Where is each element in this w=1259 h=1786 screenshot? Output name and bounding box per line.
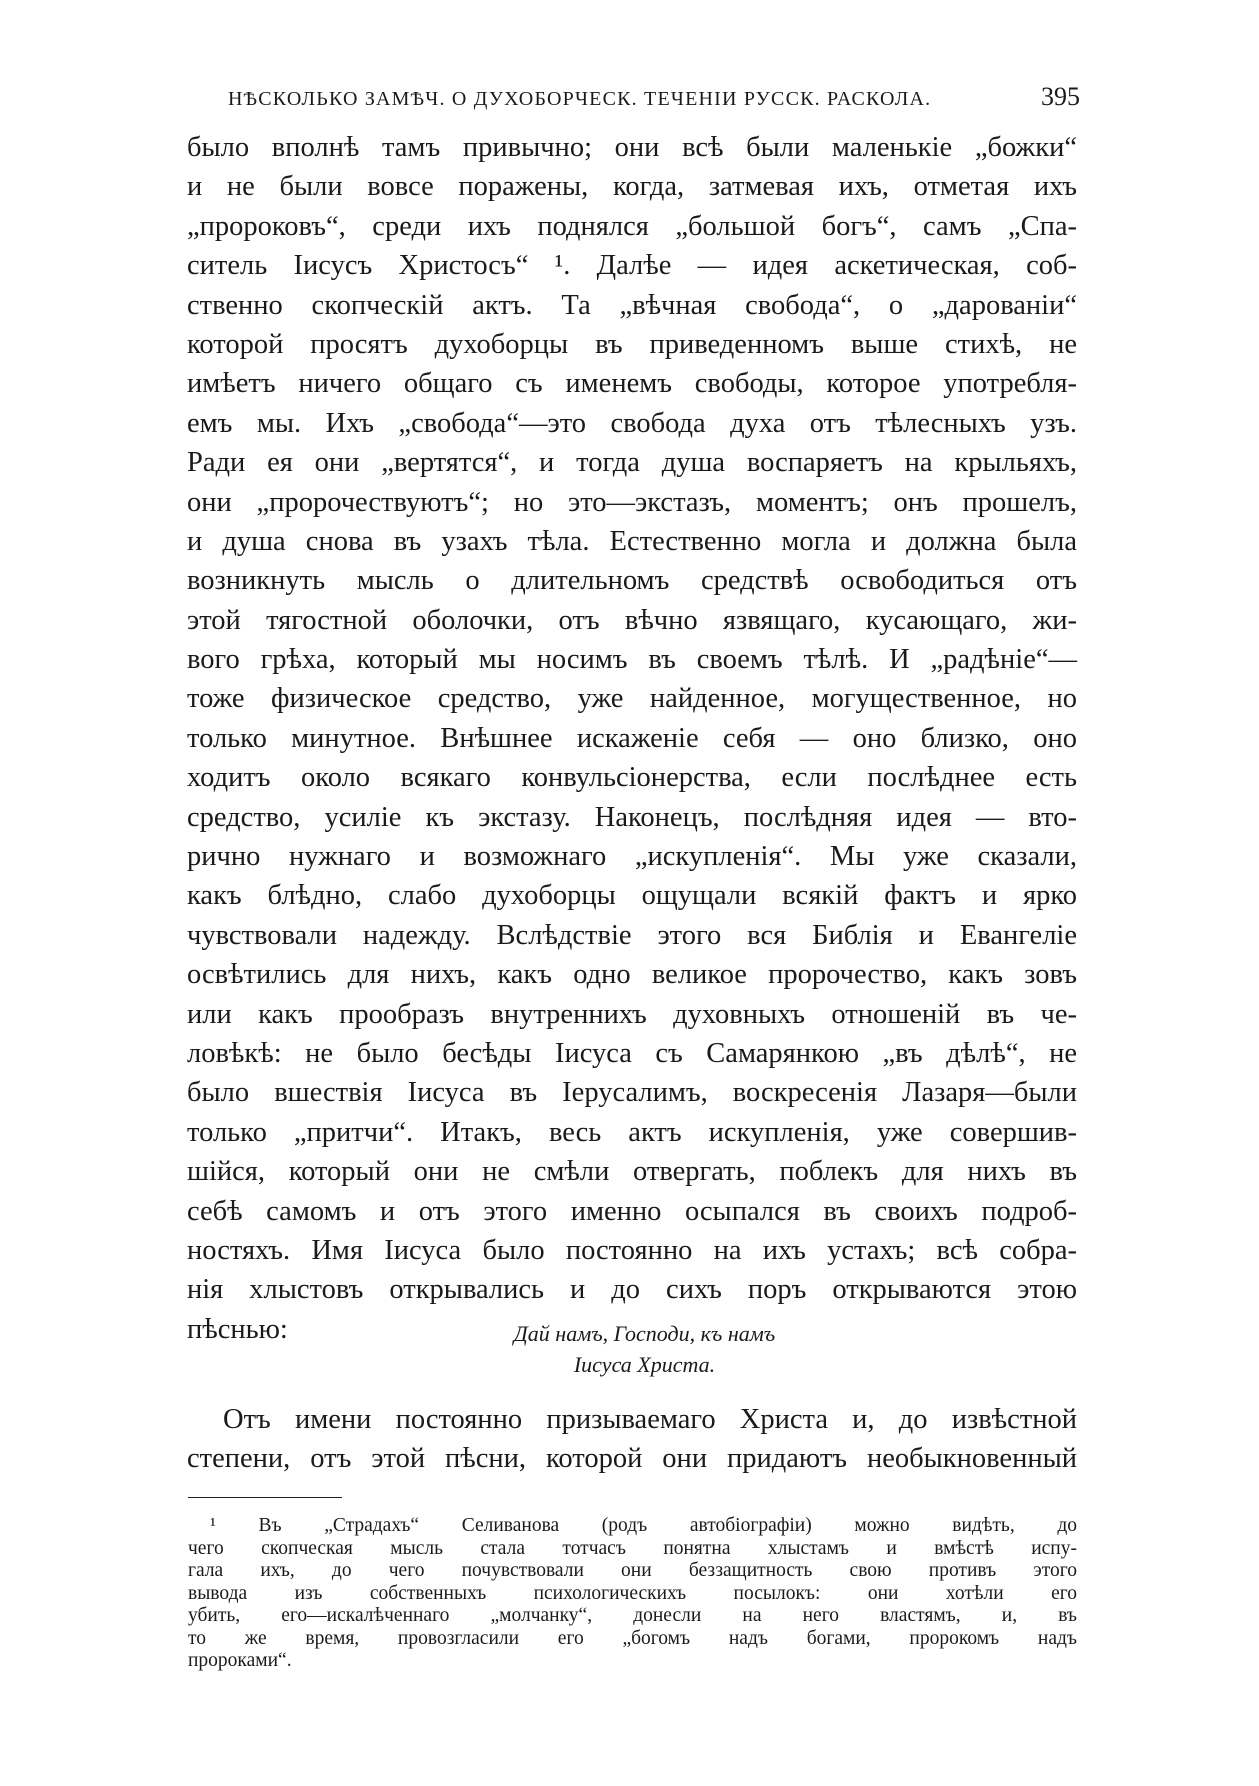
- text-line: шійся, который они не смѣли отвергать, поблекъ для нихъ въ: [187, 1156, 1077, 1188]
- text-line: пѣснью:: [187, 1313, 288, 1345]
- footnote-line: гала ихъ, до чего почувствовали они беззащитность свою противъ этого: [188, 1560, 1077, 1581]
- text-line: средство, усиліе къ экстазу. Наконецъ, послѣдняя идея — вто-: [187, 801, 1077, 833]
- text-line: было вполнѣ тамъ привычно; они всѣ были маленькіе „божки“: [187, 132, 1077, 163]
- text-line: и не были вовсе поражены, когда, затмевая ихъ, отметая ихъ: [187, 171, 1077, 203]
- footnote-line: убить, его—искалѣченнаго „молчанку“, донесли на него властямъ, и, въ: [188, 1605, 1077, 1626]
- text-line: степени, отъ этой пѣсни, которой они придаютъ необыкновенный: [187, 1443, 1077, 1475]
- text-line: освѣтились для нихъ, какъ одно великое пророчество, какъ зовъ: [187, 959, 1077, 991]
- text-line: было вшествія Іисуса въ Іерусалимъ, воскресенія Лазаря—были: [187, 1077, 1077, 1109]
- text-line: тоже физическое средство, уже найденное, могущественное, но: [187, 683, 1077, 715]
- footnote-line: чего скопческая мысль стала тотчасъ понятна хлыстамъ и вмѣстѣ испу-: [188, 1537, 1077, 1559]
- footnote-line: то же время, провозгласили его „богомъ надъ богами, пророкомъ надъ: [188, 1627, 1077, 1649]
- text-line: какъ блѣдно, слабо духоборцы ощущали всякій фактъ и ярко: [187, 880, 1077, 912]
- running-head-title: НѢСКОЛЬКО ЗАМѢЧ. О ДУХОБОРЧЕСК. ТЕЧЕНІИ РУССК. РАСКОЛА.: [228, 88, 932, 110]
- text-line: Отъ имени постоянно призываемаго Христа и, до извѣстной: [223, 1404, 1077, 1435]
- poem-quote: [0, 1318, 1259, 1380]
- poem-line: Дай намъ, Господи, къ намъ: [513, 1321, 776, 1346]
- running-head: [228, 82, 1080, 112]
- text-line: ситель Іисусъ Христосъ“ ¹. Далѣе — идея аскетическая, соб-: [187, 250, 1077, 282]
- text-line: ловѣкѣ: не было бесѣды Іисуса съ Самарянкою „въ дѣлѣ“, не: [187, 1037, 1077, 1069]
- text-line: ственно скопческій актъ. Та „вѣчная свобода“, о „дарованіи“: [187, 289, 1077, 321]
- poem-line: Іисуса Христа.: [573, 1352, 716, 1377]
- body-text: [187, 128, 1077, 1349]
- footnote: [188, 1515, 1077, 1673]
- footnote-line: пророками“.: [188, 1650, 292, 1671]
- text-line: ходитъ около всякаго конвульсіонерства, если послѣднее есть: [187, 762, 1077, 794]
- footnote-divider: [188, 1497, 342, 1498]
- text-line: себѣ самомъ и отъ этого именно осыпался въ своихъ подроб-: [187, 1195, 1077, 1227]
- text-line: которой просятъ духоборцы въ приведенномъ выше стихѣ, не: [187, 328, 1077, 360]
- text-line: только минутное. Внѣшнее искаженіе себя — оно близко, оно: [187, 722, 1077, 754]
- text-line: „пророковъ“, среди ихъ поднялся „большой богъ“, самъ „Спа-: [187, 210, 1077, 242]
- text-line: Ради ея они „вертятся“, и тогда душа воспаряетъ на крыльяхъ,: [187, 447, 1077, 479]
- footnote-line: вывода изъ собственныхъ психологическихъ посылокъ: они хотѣли его: [188, 1582, 1077, 1604]
- footnote-line: ¹ Въ „Страдахъ“ Селиванова (родъ автобіографіи) можно видѣть, до: [210, 1515, 1077, 1536]
- text-line: чувствовали надежду. Вслѣдствіе этого вся Библія и Евангеліе: [187, 919, 1077, 951]
- text-line: рично нужнаго и возможнаго „искупленія“. Мы уже сказали,: [187, 841, 1077, 873]
- text-line: емъ мы. Ихъ „свобода“—это свобода духа отъ тѣлесныхъ узъ.: [187, 407, 1077, 439]
- text-line: этой тягостной оболочки, отъ вѣчно язвящаго, кусающаго, жи-: [187, 604, 1077, 636]
- text-line: вого грѣха, который мы носимъ въ своемъ тѣлѣ. И „радѣніе“—: [187, 644, 1077, 676]
- text-line: нія хлыстовъ открывались и до сихъ поръ открываются этою: [187, 1274, 1077, 1306]
- text-line: или какъ прообразъ внутреннихъ духовныхъ отношеній въ че-: [187, 998, 1077, 1030]
- body-text-continued: [187, 1400, 1077, 1479]
- text-line: они „пророчествуютъ“; но это—экстазъ, моментъ; онъ прошелъ,: [187, 486, 1077, 518]
- page-number: 395: [1041, 82, 1080, 111]
- text-line: и душа снова въ узахъ тѣла. Естественно могла и должна была: [187, 525, 1077, 557]
- text-line: возникнуть мысль о длительномъ средствѣ освободиться отъ: [187, 565, 1077, 597]
- text-line: только „притчи“. Итакъ, весь актъ искупленія, уже совершив-: [187, 1116, 1077, 1148]
- text-line: имѣетъ ничего общаго съ именемъ свободы, которое употребля-: [187, 368, 1077, 400]
- text-line: ностяхъ. Имя Іисуса было постоянно на ихъ устахъ; всѣ собра-: [187, 1234, 1077, 1266]
